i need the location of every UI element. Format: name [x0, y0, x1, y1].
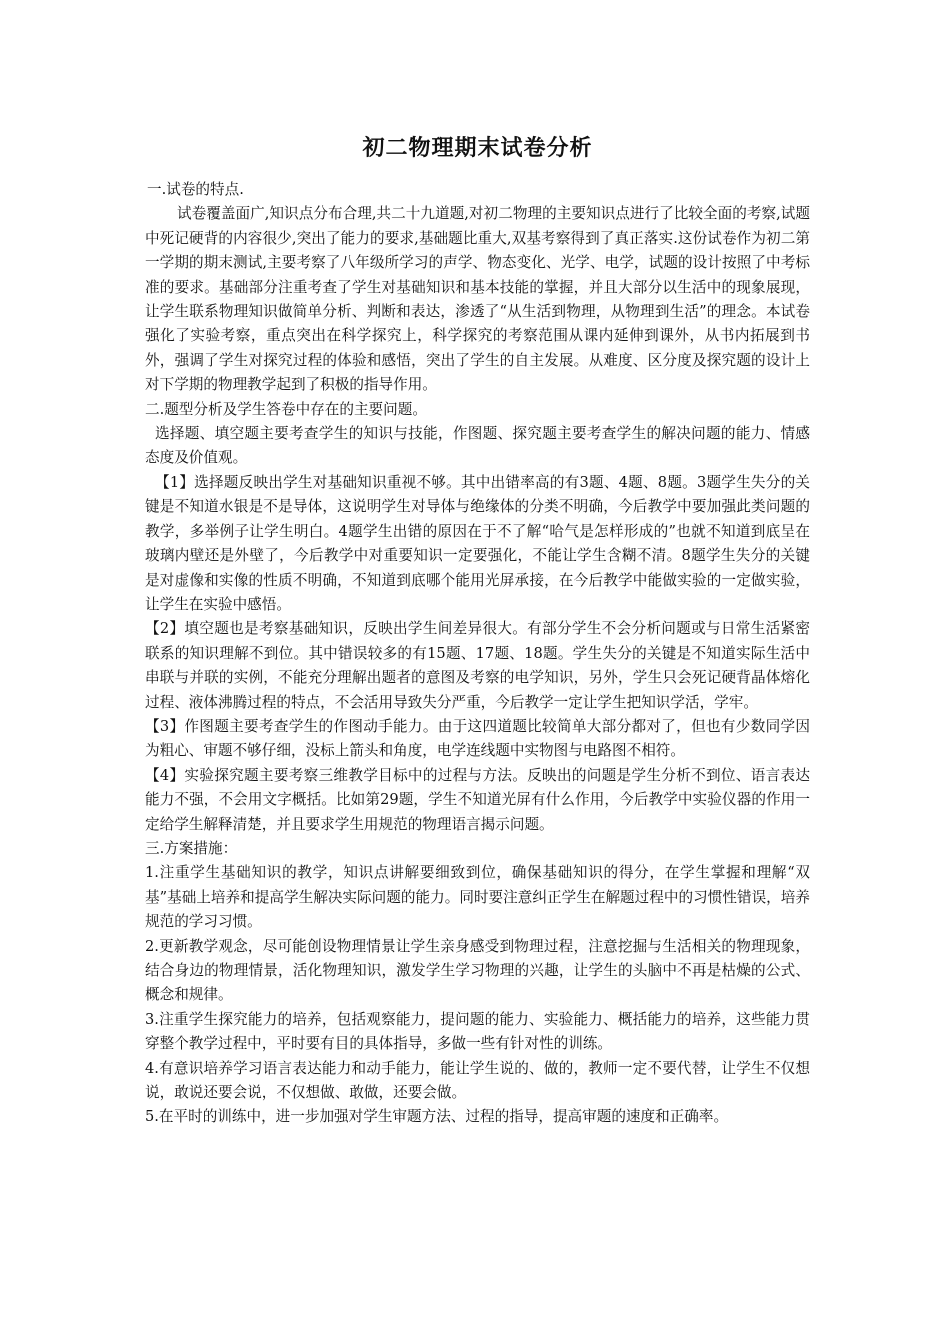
section-3-item-4: 4.有意识培养学习语言表达能力和动手能力，能让学生说的、做的，教师一定不要代替，让学生不仅想说，敢说还要会说，不仅想做、敢做，还要会做。	[145, 1059, 810, 1102]
document-page	[145, 132, 810, 1130]
section-3-item-5: 5.在平时的训练中，进一步加强对学生审题方法、过程的指导，提高审题的速度和正确率。	[145, 1108, 729, 1126]
section-3-item-1: 1.注重学生基础知识的教学，知识点讲解要细致到位，确保基础知识的得分，在学生掌握和理解“双基”基础上培养和提高学生解决实际问题的能力。同时要注意纠正学生在解题过程中的习惯性错误，培养规范的学习习惯。	[145, 864, 810, 931]
section-3-heading: 三.方案措施：	[145, 839, 238, 857]
section-1-heading: 一.试卷的特点.	[147, 181, 244, 198]
section-3-item-2: 2.更新教学观念，尽可能创设物理情景让学生亲身感受到物理过程，注意挖掘与生活相关的物理现象，结合身边的物理情景，活化物理知识，激发学生学习物理的兴趣，让学生的头脑中不再是枯燥的公式、概念和规律。	[145, 937, 810, 1004]
section-2-item-4: 【4】实验探究题主要考察三维教学目标中的过程与方法。反映出的问题是学生分析不到位、语言表达能力不强，不会用文字概括。比如第29题，学生不知道光屏有什么作用，今后教学中实验仪器的作用一定给学生解释清楚，并且要求学生用规范的物理语言揭示问题。	[145, 766, 810, 833]
section-2-item-3: 【3】作图题主要考查学生的作图动手能力。由于这四道题比较简单大部分都对了，但也有少数同学因为粗心、审题不够仔细，没标上箭头和角度，电学连线题中实物图与电路图不相符。	[145, 717, 810, 760]
section-3-item-3: 3.注重学生探究能力的培养，包括观察能力，提问题的能力、实验能力、概括能力的培养，这些能力贯穿整个教学过程中，平时要有目的具体指导，多做一些有针对性的训练。	[145, 1010, 810, 1053]
section-2-item-2: 【2】填空题也是考察基础知识，反映出学生间差异很大。有部分学生不会分析问题或与日常生活紧密联系的知识理解不到位。其中错误较多的有15题、17题、18题。学生失分的关键是不知道实际生活中串联与并联的实例，不能充分理解出题者的意图及考察的电学知识，另外，学生只会死记硬背晶体熔化过程、液体沸腾过程的特点，不会活用导致失分严重，今后教学一定让学生把知识学活，学牢。	[145, 620, 810, 711]
section-2-intro: 选择题、填空题主要考查学生的知识与技能，作图题、探究题主要考查学生的解决问题的能力、情感态度及价值观。	[145, 425, 810, 467]
document-title: 初二物理期末试卷分析	[362, 135, 593, 161]
section-1-body: 试卷覆盖面广,知识点分布合理,共二十九道题,对初二物理的主要知识点进行了比较全面的考察,试题中死记硬背的内容很少,突出了能力的要求,基础题比重大,双基考察得到了真正落实.这份试卷作为初二第一学期的期末测试,主要考察了八年级所学习的声学、物态变化、光学、电学，试题的设计按照了中考标准的要求。基础部分注重考查了学生对基础知识和基本技能的掌握，并且大部分以生活中的现象展现，让学生联系物理知识做简单分析、判断和表达，渗透了“从生活到物理，从物理到生活”的理念。本试卷强化了实验考察，重点突出在科学探究上，科学探究的考察范围从课内延伸到课外，从书内拓展到书外，强调了学生对探究过程的体验和感悟，突出了学生的自主发展。从难度、区分度及探究题的设计上对下学期的物理教学起到了积极的指导作用。	[145, 205, 810, 394]
section-2-heading: 二.题型分析及学生答卷中存在的主要问题。	[145, 400, 427, 418]
section-2-item-1: 【1】选择题反映出学生对基础知识重视不够。其中出错率高的有3题、4题、8题。3题学生失分的关键是不知道水银是不是导体，这说明学生对导体与绝缘体的分类不明确，今后教学中要加强此类问题的教学，多举例子让学生明白。4题学生出错的原因在于不了解“哈气是怎样形成的”也就不知道到底呈在玻璃内壁还是外壁了，今后教学中对重要知识一定要强化，不能让学生含糊不清。8题学生失分的关键是对虚像和实像的性质不明确，不知道到底哪个能用光屏承接，在今后教学中能做实验的一定做实验，让学生在实验中感悟。	[145, 473, 810, 613]
